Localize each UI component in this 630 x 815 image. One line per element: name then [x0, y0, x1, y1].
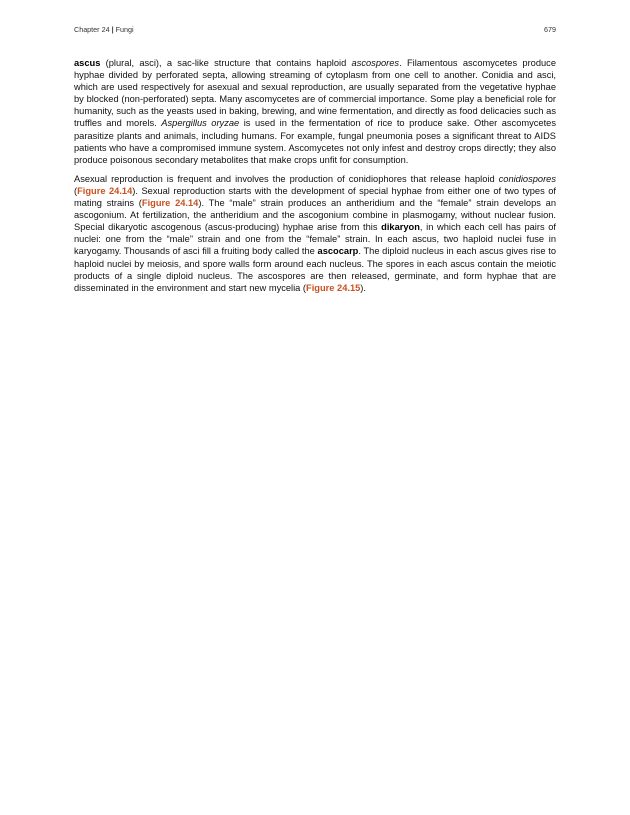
text-run: ( [74, 185, 78, 196]
paragraph-ascomycetes [74, 57, 556, 166]
chapter-title: Fungi [115, 25, 134, 34]
figure-link-24-14[interactable]: Figure 24.14 [77, 185, 133, 196]
text-run: , in which each cell has pairs of nuclei: one from the “male” strain and one from the “female” strain. In each ascus, two haploid nuclei fuse in karyogamy. Thousands of asci fill a fruiting body called the [74, 222, 556, 257]
text-run: Asexual reproduction is frequent and involves the production of conidiophores that release haploid [74, 173, 499, 184]
text-run: ). [360, 282, 366, 293]
term-ascocarp: ascocarp [317, 246, 359, 257]
running-head [74, 25, 134, 34]
text-run: . The diploid nucleus in each ascus gives rise to haploid nuclei by meiosis, and spore walls form around each nucleus. The spores in each ascus contain the meiotic products of a single diploid nucleus. The ascospores are then released, germinate, and form hyphae that are disseminated in the environment and start new mycelia ( [74, 246, 556, 293]
chapter-number: Chapter 24 [74, 25, 110, 34]
page-body [74, 57, 556, 301]
text-run: ). Sexual reproduction starts with the development of special hyphae from either one of two types of mating strains ( [74, 185, 556, 209]
term-ascus: ascus [74, 58, 101, 68]
figure-link-24-14-second[interactable]: Figure 24.14 [141, 198, 199, 209]
text-run: (plural, asci), a sac-like structure that contains haploid [100, 58, 352, 68]
term-conidiospores: conidiospores [498, 173, 556, 184]
text-run: . Filamentous ascomycetes produce hyphae divided by perforated septa, allowing streaming of cytoplasm from one cell to another. Conidia and asci, which are used respectively for asexual and sexual reproduction, are usually separated from the vegetative hyphae by blocked (non-perforated) septa. Many ascomycetes are of commercial importance. Some play a beneficial role for humanity, such as the yeasts used in baking, brewing, and wine fermentation, and directly as food delicacies such as truffles and morels. [74, 58, 556, 129]
term-dikaryon: dikaryon [381, 222, 420, 233]
term-ascospores: ascospores [351, 58, 400, 68]
text-run: ). The “male” strain produces an antheridium and the “female” strain develops an ascogonium. At fertilization, the antheridium and the ascogonium combine in plasmogamy, without nuclear fusion. Special dikaryotic ascogenous (ascus-producing) hyphae arise from this [74, 198, 556, 233]
paragraph-reproduction [74, 173, 556, 294]
header-separator: | [111, 25, 114, 34]
text-run: is used in the fermentation of rice to produce sake. Other ascomycetes parasitize plants and animals, including humans. For example, fungal pneumonia poses a significant threat to AIDS patients who have a compromised immune system. Ascomycetes not only infest and destroy crops directly; they also produce poisonous secondary metabolites that make crops unfit for consumption. [74, 118, 556, 165]
page-header [74, 25, 556, 37]
figure-link-24-15[interactable]: Figure 24.15 [306, 282, 361, 293]
page-number: 679 [544, 25, 556, 34]
species-name: Aspergillus oryzae [161, 118, 240, 129]
